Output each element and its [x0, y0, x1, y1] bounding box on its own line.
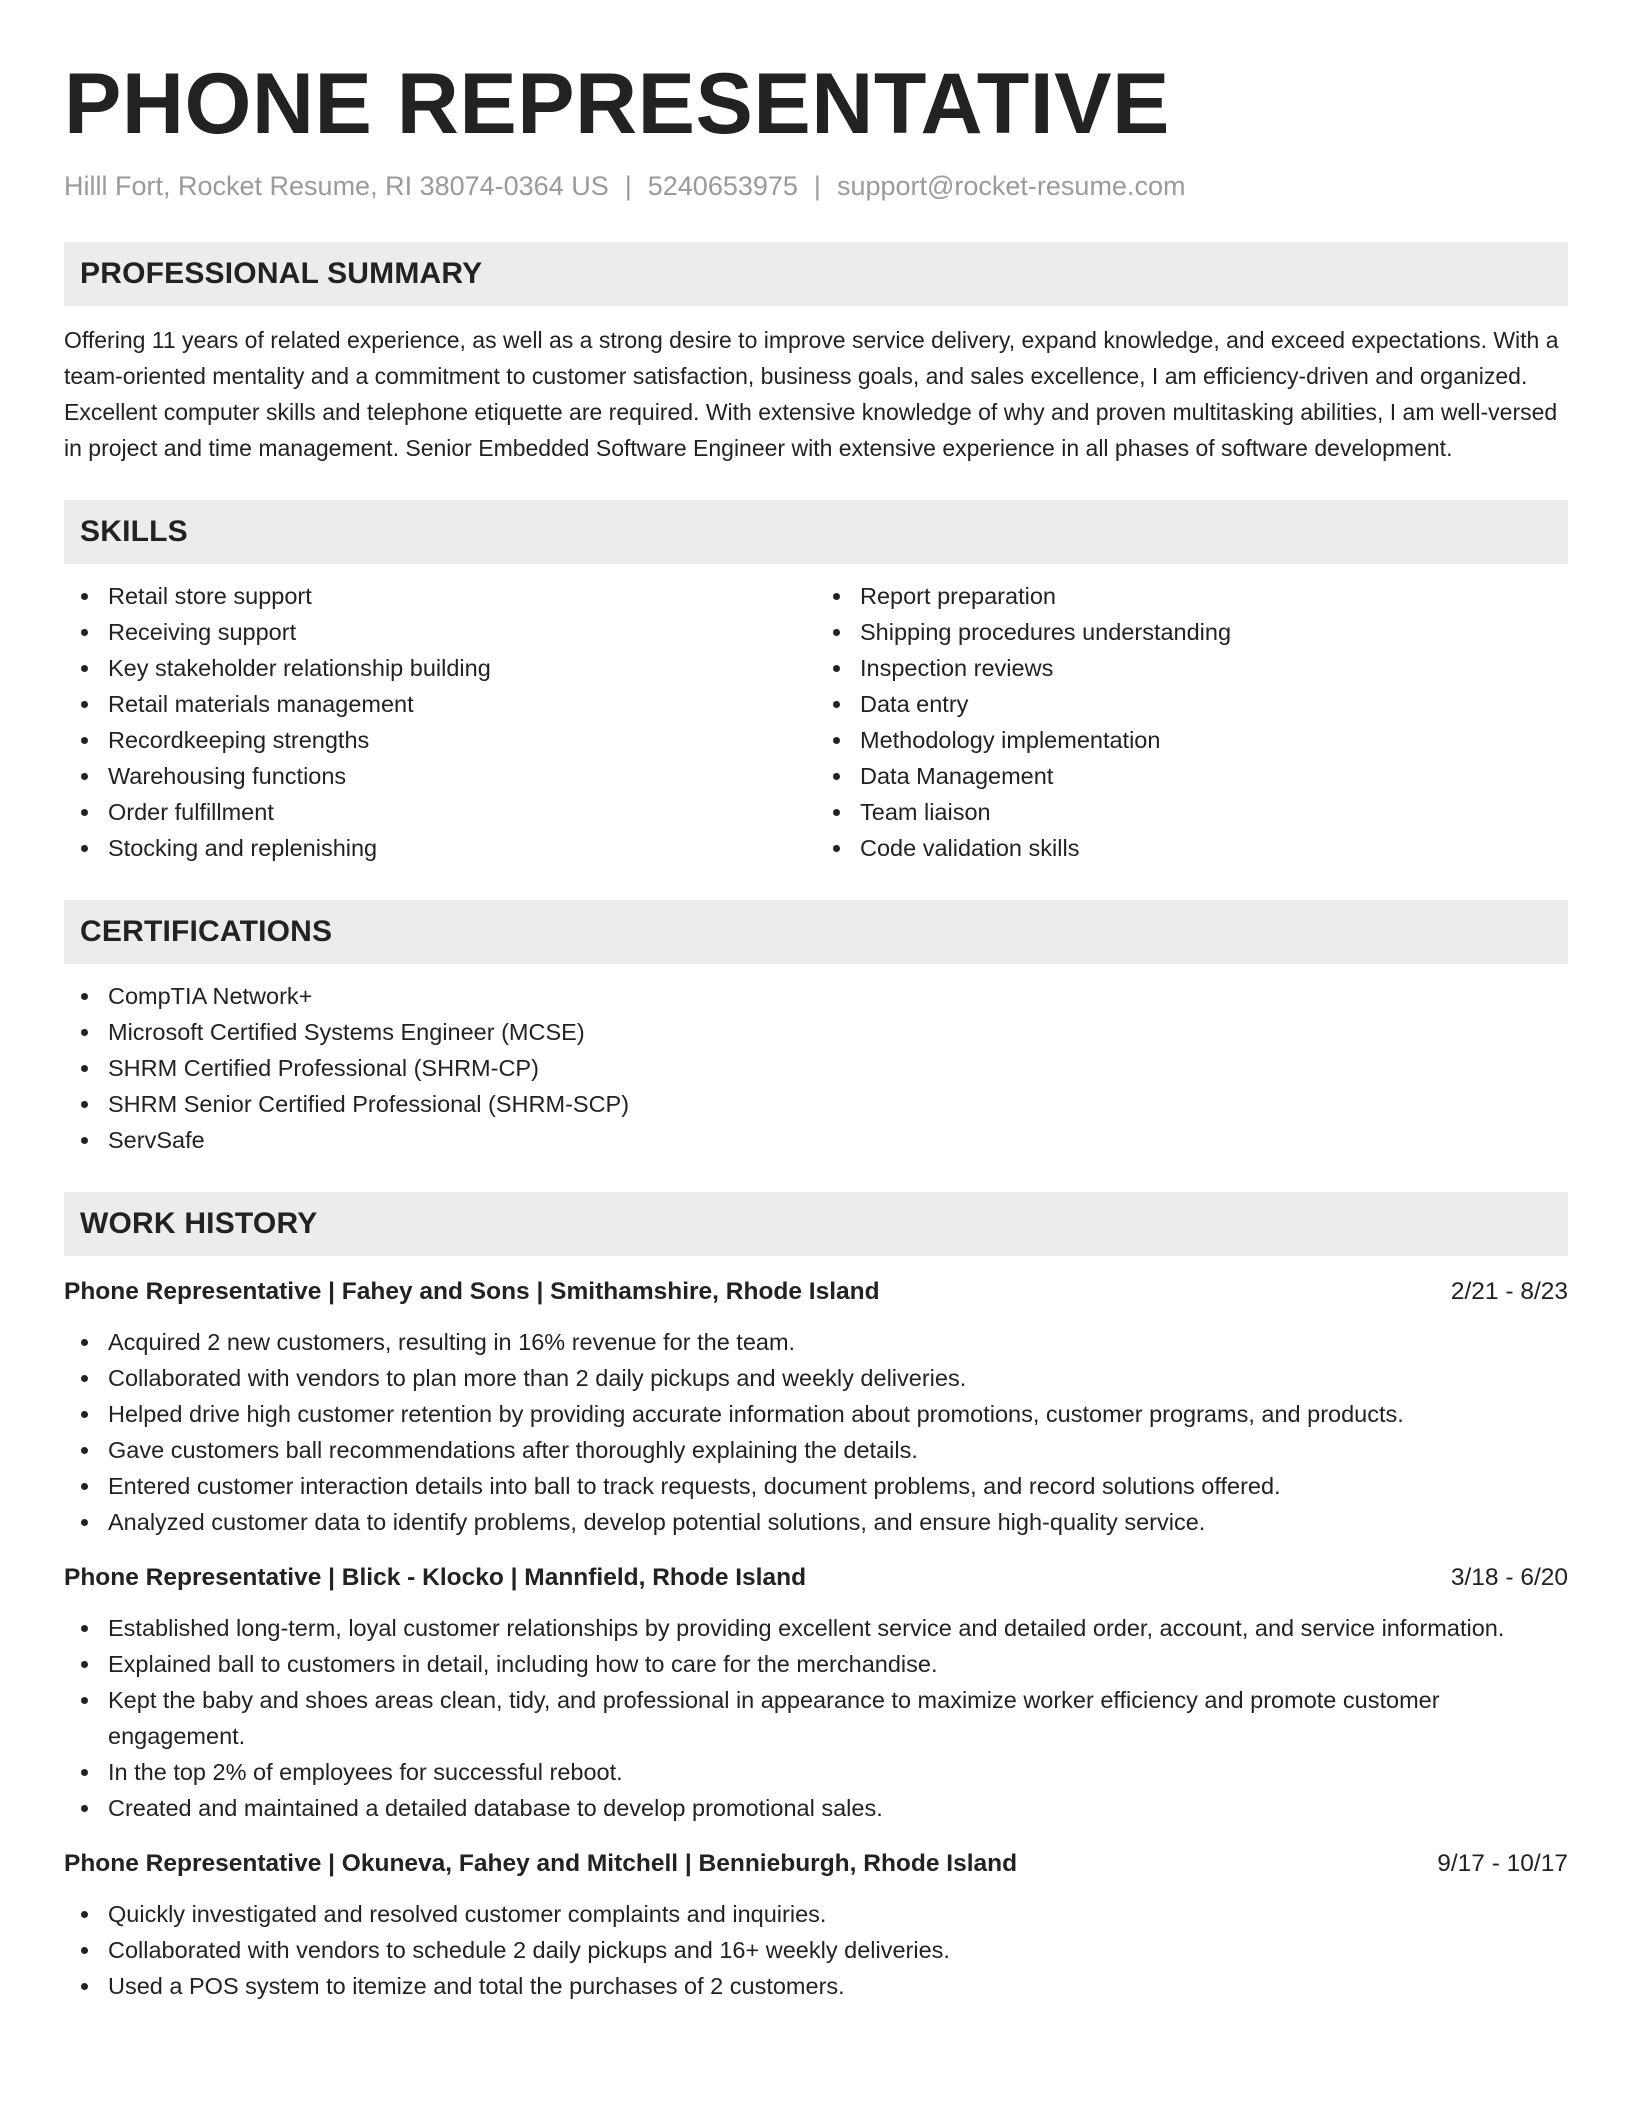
job-bullet: Helped drive high customer retention by providing accurate information about promotions, customer programs, and products. [64, 1396, 1568, 1432]
job-dates: 9/17 - 10/17 [1437, 1850, 1568, 1877]
contact-line [64, 170, 1568, 202]
skill-item: Data entry [816, 686, 1568, 722]
job-header [64, 1846, 1568, 1882]
job-bullet: Entered customer interaction details into ball to track requests, document problems, and record solutions offered. [64, 1468, 1568, 1504]
job-header [64, 1560, 1568, 1596]
certifications-heading: CERTIFICATIONS [64, 900, 1568, 964]
summary-section [64, 242, 1568, 466]
skill-item: Warehousing functions [64, 758, 816, 794]
resume-name: PHONE REPRESENTATIVE [64, 56, 1170, 152]
skill-item: Shipping procedures understanding [816, 614, 1568, 650]
job-bullet: Established long-term, loyal customer relationships by providing excellent service and detailed order, account, and service information. [64, 1610, 1568, 1646]
skills-list-left [64, 578, 816, 866]
skill-item: Methodology implementation [816, 722, 1568, 758]
skill-item: Retail store support [64, 578, 816, 614]
certifications-section [64, 900, 1568, 1158]
certifications-list [64, 978, 1568, 1158]
certification-item: Microsoft Certified Systems Engineer (MCSE) [64, 1014, 1568, 1050]
contact-phone: 5240653975 [647, 171, 798, 201]
job-title: Phone Representative | Fahey and Sons | Smithamshire, Rhode Island [64, 1278, 880, 1305]
skills-section [64, 500, 1568, 866]
skill-item: Inspection reviews [816, 650, 1568, 686]
contact-separator: | [624, 171, 632, 201]
job-title: Phone Representative | Okuneva, Fahey and Mitchell | Bennieburgh, Rhode Island [64, 1850, 1018, 1877]
certification-item: ServSafe [64, 1122, 1568, 1158]
job-bullet: In the top 2% of employees for successful reboot. [64, 1754, 1568, 1790]
job-bullet: Gave customers ball recommendations after thoroughly explaining the details. [64, 1432, 1568, 1468]
skill-item: Retail materials management [64, 686, 816, 722]
job-entry [64, 1560, 1568, 1826]
job-bullets [64, 1896, 1568, 2004]
certification-item: CompTIA Network+ [64, 978, 1568, 1014]
job-bullet: Collaborated with vendors to plan more than 2 daily pickups and weekly deliveries. [64, 1360, 1568, 1396]
certification-item: SHRM Certified Professional (SHRM-CP) [64, 1050, 1568, 1086]
skill-item: Recordkeeping strengths [64, 722, 816, 758]
job-bullet: Explained ball to customers in detail, including how to care for the merchandise. [64, 1646, 1568, 1682]
skill-item: Key stakeholder relationship building [64, 650, 816, 686]
skill-item: Team liaison [816, 794, 1568, 830]
contact-email: support@rocket-resume.com [836, 171, 1186, 201]
certification-item: SHRM Senior Certified Professional (SHRM-SCP) [64, 1086, 1568, 1122]
skill-item: Report preparation [816, 578, 1568, 614]
summary-heading: PROFESSIONAL SUMMARY [64, 242, 1568, 306]
skills-list-right [816, 578, 1568, 866]
skill-item: Data Management [816, 758, 1568, 794]
job-header [64, 1274, 1568, 1310]
summary-text: Offering 11 years of related experience, as well as a strong desire to improve service delivery, expand knowledge, and exceed expectations. With a team-oriented mentality and a commitment to customer satisfaction, business goals, and sales excellence, I am efficiency-driven and organized. Excellent computer skills and telephone etiquette are required. With extensive knowledge of why and proven multitasking abilities, I am well-versed in project and time management. Senior Embedded Software Engineer with extensive experience in all phases of software development. [64, 327, 1559, 461]
job-bullet: Collaborated with vendors to schedule 2 daily pickups and 16+ weekly deliveries. [64, 1932, 1568, 1968]
job-bullet: Analyzed customer data to identify problems, develop potential solutions, and ensure high-quality service. [64, 1504, 1568, 1540]
job-bullet: Kept the baby and shoes areas clean, tidy, and professional in appearance to maximize worker efficiency and promote customer engagement. [64, 1682, 1568, 1754]
skill-item: Receiving support [64, 614, 816, 650]
work-history-section [64, 1192, 1568, 2004]
job-title: Phone Representative | Blick - Klocko | Mannfield, Rhode Island [64, 1564, 807, 1591]
job-bullet: Quickly investigated and resolved customer complaints and inquiries. [64, 1896, 1568, 1932]
job-bullets [64, 1324, 1568, 1540]
work-history-heading: WORK HISTORY [64, 1192, 1568, 1256]
skills-grid [64, 564, 1568, 866]
contact-address: Hilll Fort, Rocket Resume, RI 38074-0364 US [64, 171, 609, 201]
skill-item: Stocking and replenishing [64, 830, 816, 866]
job-bullets [64, 1610, 1568, 1826]
job-bullet: Acquired 2 new customers, resulting in 16% revenue for the team. [64, 1324, 1568, 1360]
skills-heading: SKILLS [64, 500, 1568, 564]
skill-item: Order fulfillment [64, 794, 816, 830]
job-dates: 2/21 - 8/23 [1450, 1278, 1568, 1305]
job-bullet: Used a POS system to itemize and total the purchases of 2 customers. [64, 1968, 1568, 2004]
contact-separator: | [813, 171, 821, 201]
job-dates: 3/18 - 6/20 [1450, 1564, 1568, 1591]
job-bullet: Created and maintained a detailed database to develop promotional sales. [64, 1790, 1568, 1826]
skill-item: Code validation skills [816, 830, 1568, 866]
job-entry [64, 1846, 1568, 2004]
job-entry [64, 1274, 1568, 1540]
